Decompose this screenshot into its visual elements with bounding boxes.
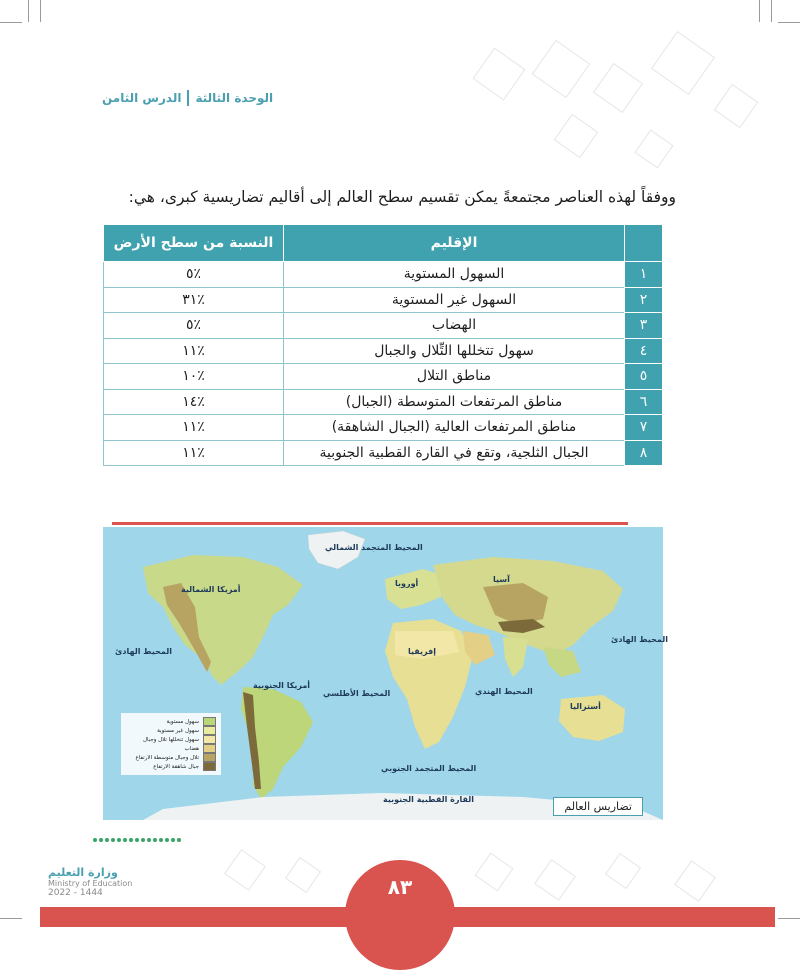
header-separator	[187, 90, 189, 106]
region-percent: ٪١١	[104, 415, 284, 441]
page-number: ٨٣	[387, 875, 413, 899]
region-percent: ٪٥	[104, 313, 284, 339]
row-number: ١	[625, 262, 663, 288]
legend-swatch	[203, 726, 216, 735]
legend-label: تلال وجبال متوسطة الارتفاع	[135, 754, 199, 761]
decorative-square	[674, 860, 716, 902]
crop-mark	[0, 918, 22, 919]
legend-item	[126, 753, 216, 762]
ministry-name-en: Ministry of Education	[48, 879, 133, 888]
legend-item	[126, 744, 216, 753]
arctic-ocean-label: المحيط المتجمد الشمالي	[325, 543, 423, 552]
crop-mark	[771, 0, 772, 22]
southern-ocean-label: المحيط المتجمد الجنوبي	[381, 764, 477, 773]
table-row	[104, 415, 663, 441]
region-percent: ٪٥	[104, 262, 284, 288]
region-percent: ٪١٠	[104, 364, 284, 390]
crop-mark	[778, 22, 800, 23]
decorative-square	[475, 853, 514, 892]
north-america-shape	[143, 555, 303, 685]
legend-item	[126, 735, 216, 744]
region-name: مناطق المرتفعات العالية (الجبال الشاهقة)	[284, 415, 625, 441]
europe-label: أوروبا	[395, 579, 419, 588]
lesson-title: الدرس الثامن	[102, 91, 182, 105]
region-name: السهول غير المستوية	[284, 287, 625, 313]
row-number: ٦	[625, 389, 663, 415]
col-percent-header: النسبة من سطح الأرض	[104, 225, 284, 262]
region-name: الهضاب	[284, 313, 625, 339]
legend-swatch	[203, 744, 216, 753]
legend-swatch	[203, 717, 216, 726]
legend-item	[126, 717, 216, 726]
legend-label: جبال شاهقة الارتفاع	[153, 763, 199, 770]
col-number-header	[625, 225, 663, 262]
region-percent: ٪١١	[104, 338, 284, 364]
decorative-square	[651, 31, 715, 95]
row-number: ٨	[625, 440, 663, 466]
table-header-row	[104, 225, 663, 262]
region-percent: ٪٣١	[104, 287, 284, 313]
asia-label: آسيا	[493, 575, 510, 584]
north-america-label: أمريكا الشمالية	[181, 585, 241, 594]
decorative-square	[714, 84, 759, 129]
crop-mark	[0, 22, 22, 23]
region-name: مناطق المرتفعات المتوسطة (الجبال)	[284, 389, 625, 415]
unit-title: الوحدة الثالثة	[195, 91, 274, 105]
table-row	[104, 313, 663, 339]
ministry-name-ar: وزارة التعليم	[48, 866, 118, 879]
region-name: السهول المستوية	[284, 262, 625, 288]
crop-mark	[778, 918, 800, 919]
row-number: ٣	[625, 313, 663, 339]
atlantic-ocean-label: المحيط الأطلسي	[323, 689, 391, 698]
edition-year: 2022 - 1444	[48, 888, 103, 898]
table-row	[104, 440, 663, 466]
india-shape	[503, 637, 528, 677]
antarctica-label: القارة القطبية الجنوبية	[383, 795, 474, 804]
region-name: الجبال الثلجية، وتقع في القارة القطبية الجنوبية	[284, 440, 625, 466]
table-row	[104, 338, 663, 364]
legend-item	[126, 762, 216, 771]
crop-mark	[40, 0, 41, 22]
row-number: ٧	[625, 415, 663, 441]
australia-label: أستراليا	[570, 702, 601, 711]
intro-paragraph: ووفقاً لهذه العناصر مجتمعةً يمكن تقسيم سطح العالم إلى أقاليم تضاريسية كبرى، هي:	[128, 188, 676, 206]
legend-label: هضاب	[184, 745, 199, 752]
decorative-square	[285, 857, 321, 893]
region-percent: ٪١١	[104, 440, 284, 466]
decorative-square	[224, 849, 266, 891]
decorative-square	[473, 48, 526, 101]
legend-swatch	[203, 753, 216, 762]
map-legend	[121, 713, 221, 775]
crop-mark	[759, 0, 760, 22]
table-row	[104, 364, 663, 390]
region-percent: ٪١٤	[104, 389, 284, 415]
map-top-bar	[112, 522, 628, 525]
col-region-header: الإقليم	[284, 225, 625, 262]
legend-label: سهول غير مستوية	[157, 727, 199, 734]
map-graphic	[103, 527, 663, 820]
table-row	[104, 262, 663, 288]
legend-label: سهول مستوية	[166, 718, 199, 725]
map-caption: تضاريس العالم	[553, 797, 643, 816]
table-row	[104, 389, 663, 415]
row-number: ٥	[625, 364, 663, 390]
decorative-square	[593, 63, 643, 113]
decorative-square	[532, 40, 590, 98]
pacific-ocean-label-left: المحيط الهادئ	[115, 647, 172, 656]
legend-label: سهول تتخللها تلال وجبال	[142, 736, 199, 743]
row-number: ٢	[625, 287, 663, 313]
world-relief-map	[103, 527, 668, 820]
indian-ocean-label: المحيط الهندي	[475, 687, 533, 696]
crop-mark	[28, 0, 29, 22]
legend-swatch	[203, 735, 216, 744]
southeast-asia-shape	[543, 647, 581, 677]
decorative-square	[554, 114, 599, 159]
region-name: سهول تتخللها التِّلال والجبال	[284, 338, 625, 364]
row-number: ٤	[625, 338, 663, 364]
lesson-header	[102, 90, 273, 106]
legend-swatch	[203, 762, 216, 771]
ministry-logo	[48, 836, 178, 898]
regions-table	[103, 224, 663, 466]
legend-item	[126, 726, 216, 735]
pacific-ocean-label-right: المحيط الهادئ	[611, 635, 668, 644]
table-row	[104, 287, 663, 313]
decorative-square	[635, 130, 674, 169]
decorative-square	[534, 859, 576, 901]
south-america-label: أمريكا الجنوبية	[253, 681, 311, 690]
region-name: مناطق التلال	[284, 364, 625, 390]
africa-label: إفريقيا	[408, 647, 436, 656]
decorative-square	[605, 853, 641, 889]
